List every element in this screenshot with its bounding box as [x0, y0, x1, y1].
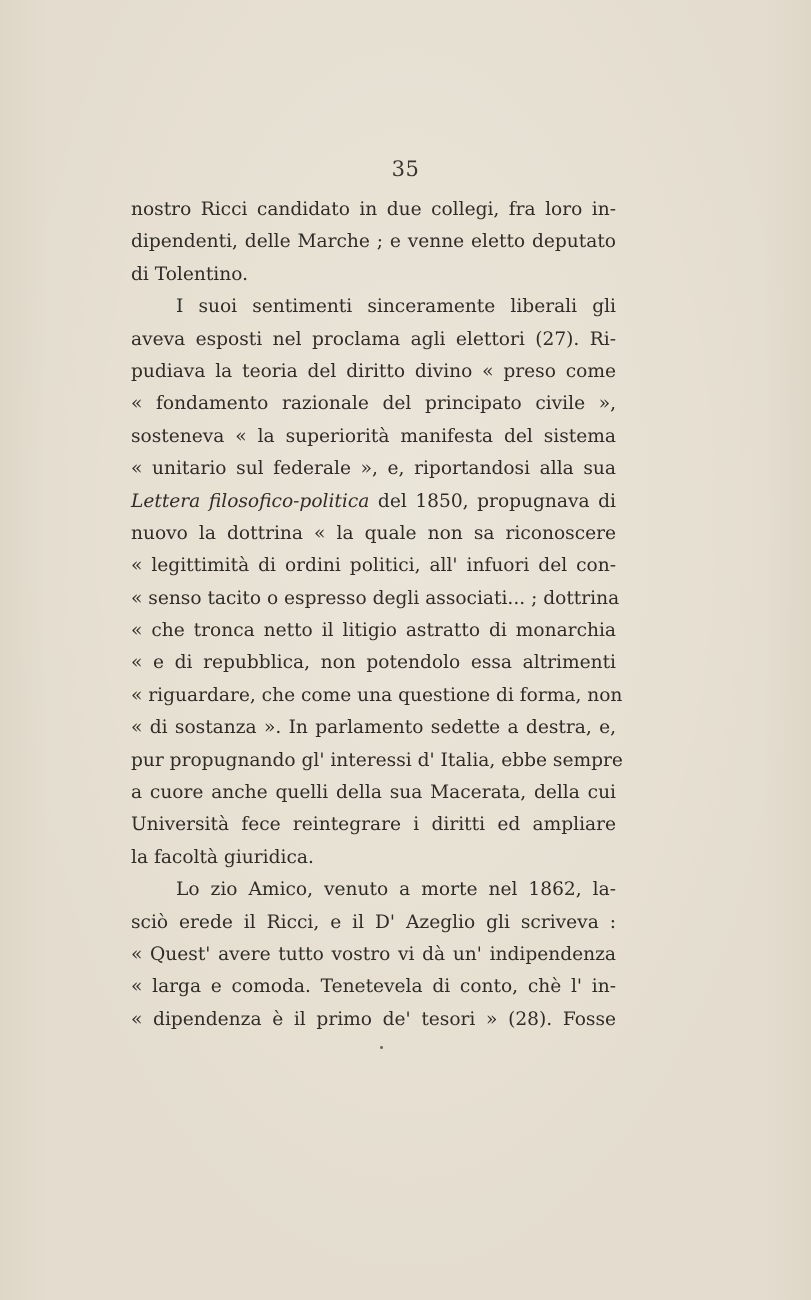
text-line: sosteneva « la superiorità manifesta del sistema [131, 425, 616, 447]
page-number: 35 [391, 157, 420, 181]
text-line: « senso tacito o espresso degli associati... ; dottrina [131, 587, 620, 609]
text-line: « dipendenza è il primo de' tesori » (28). Fosse [131, 1008, 616, 1030]
text-line: « legittimità di ordini politici, all' infuori del con- [131, 555, 616, 577]
text-line: « che tronca netto il litigio astratto di monarchia [131, 620, 616, 642]
paragraph-1 [131, 194, 616, 291]
paragraph-2 [131, 291, 623, 874]
text-line: pudiava la teoria del diritto divino « preso come [131, 360, 616, 382]
text-line-with-title [131, 486, 616, 518]
text-line: « larga e comoda. Tenetevela di conto, chè l' in- [131, 976, 616, 998]
text-line: aveva esposti nel proclama agli elettori (27). Ri- [131, 328, 616, 350]
text-line: la facoltà giuridica. [131, 846, 314, 868]
text-line: nuovo la dottrina « la quale non sa riconoscere [131, 522, 616, 544]
text-line: « riguardare, che come una questione di forma, non [131, 684, 623, 706]
text-line: nostro Ricci candidato in due collegi, fra loro in- [131, 199, 616, 220]
text-line: « fondamento razionale del principato civile », [131, 393, 616, 415]
body-text [131, 194, 623, 1036]
text-line-rest: del 1850, propugnava di [369, 490, 616, 512]
text-line: Lo zio Amico, venuto a morte nel 1862, la- [176, 879, 616, 901]
paragraph-3 [131, 874, 616, 1036]
text-line: a cuore anche quelli della sua Macerata, della cui [131, 782, 616, 804]
text-line: « Quest' avere tutto vostro vi dà un' indipendenza [131, 943, 616, 965]
text-line: I suoi sentimenti sinceramente liberali gli [176, 296, 616, 318]
text-line: sciò erede il Ricci, e il D' Azeglio gli scriveva : [131, 911, 616, 933]
book-title: Lettera filosofico-politica [131, 490, 370, 512]
text-line: dipendenti, delle Marche ; e venne eletto deputato [131, 231, 616, 253]
text-line: pur propugnando gl' interessi d' Italia, ebbe sempre [131, 749, 623, 771]
text-line: Università fece reintegrare i diritti ed ampliare [131, 814, 616, 836]
text-line: « di sostanza ». In parlamento sedette a destra, e, [131, 717, 616, 739]
ink-speck [380, 1046, 383, 1049]
text-line: di Tolentino. [131, 263, 249, 285]
text-line: « e di repubblica, non potendolo essa altrimenti [131, 652, 616, 674]
text-line: « unitario sul federale », e, riportandosi alla sua [131, 458, 616, 480]
